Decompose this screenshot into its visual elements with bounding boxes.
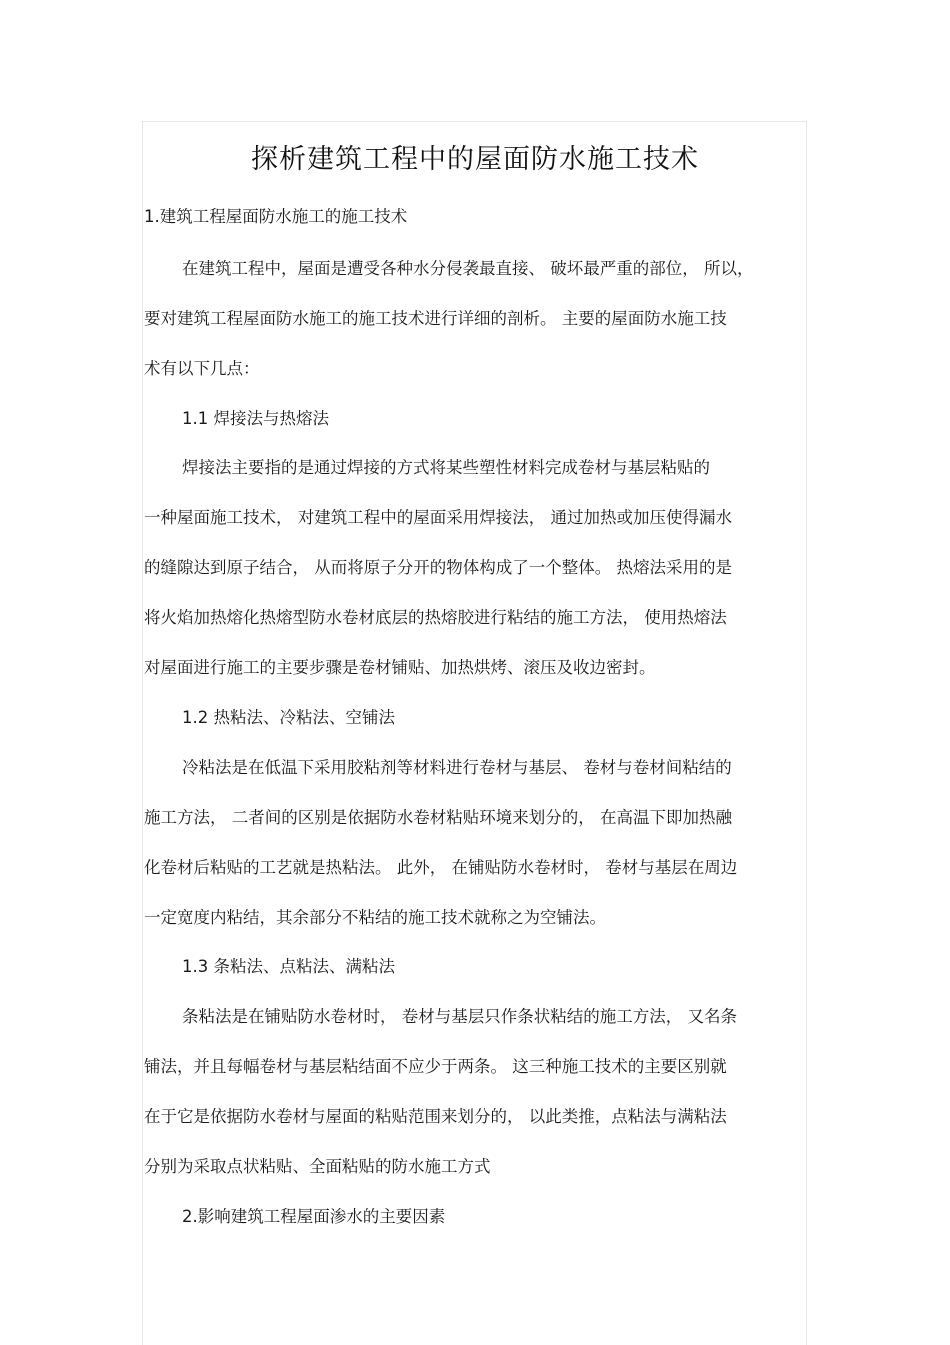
subsection-heading-1-3: 1.3 条粘法、点粘法、满粘法 — [182, 957, 395, 976]
paragraph-line: 要对建筑工程屋面防水施工的施工技术进行详细的剖析。 主要的屋面防水施工技 — [144, 309, 727, 328]
paragraph-line: 的缝隙达到原子结合， 从而将原子分开的物体构成了一个整体。 热熔法采用的是 — [144, 558, 732, 577]
document-title: 探析建筑工程中的屋面防水施工技术 — [251, 144, 699, 175]
paragraph-line: 冷粘法是在低温下采用胶粘剂等材料进行卷材与基层、 卷材与卷材间粘结的 — [182, 758, 732, 777]
paragraph-line: 施工方法， 二者间的区别是依据防水卷材粘贴环境来划分的， 在高温下即加热融 — [144, 808, 732, 827]
section-heading-1: 1.建筑工程屋面防水施工的施工技术 — [144, 207, 408, 226]
subsection-heading-1-1: 1.1 焊接法与热熔法 — [182, 409, 329, 428]
paragraph-line: 将火焰加热熔化热熔型防水卷材底层的热熔胶进行粘结的施工方法， 使用热熔法 — [144, 608, 727, 627]
paragraph-line: 在建筑工程中，屋面是遭受各种水分侵袭最直接、 破坏最严重的部位， 所以， — [182, 259, 754, 278]
paragraph-line: 铺法，并且每幅卷材与基层粘结面不应少于两条。 这三种施工技术的主要区别就 — [144, 1057, 727, 1076]
paragraph-line: 分别为采取点状粘贴、全面粘贴的防水施工方式 — [144, 1157, 491, 1176]
paragraph-line: 一定宽度内粘结，其余部分不粘结的施工技术就称之为空铺法。 — [144, 908, 606, 927]
paragraph-line: 焊接法主要指的是通过焊接的方式将某些塑性材料完成卷材与基层粘贴的 — [182, 458, 710, 477]
paragraph-line: 一种屋面施工技术， 对建筑工程中的屋面采用焊接法， 通过加热或加压使得漏水 — [144, 508, 732, 527]
paragraph-line: 术有以下几点： — [144, 359, 260, 378]
paragraph-line: 条粘法是在铺贴防水卷材时， 卷材与基层只作条状粘结的施工方法， 又名条 — [182, 1007, 737, 1026]
paragraph-line: 化卷材后粘贴的工艺就是热粘法。 此外， 在铺贴防水卷材时， 卷材与基层在周边 — [144, 858, 738, 877]
section-heading-2: 2.影响建筑工程屋面渗水的主要因素 — [182, 1207, 446, 1226]
paragraph-line: 在于它是依据防水卷材与屋面的粘贴范围来划分的， 以此类推，点粘法与满粘法 — [144, 1107, 727, 1126]
paragraph-line: 对屋面进行施工的主要步骤是卷材铺贴、加热烘烤、滚压及收边密封。 — [144, 658, 656, 677]
subsection-heading-1-2: 1.2 热粘法、冷粘法、空铺法 — [182, 708, 395, 727]
